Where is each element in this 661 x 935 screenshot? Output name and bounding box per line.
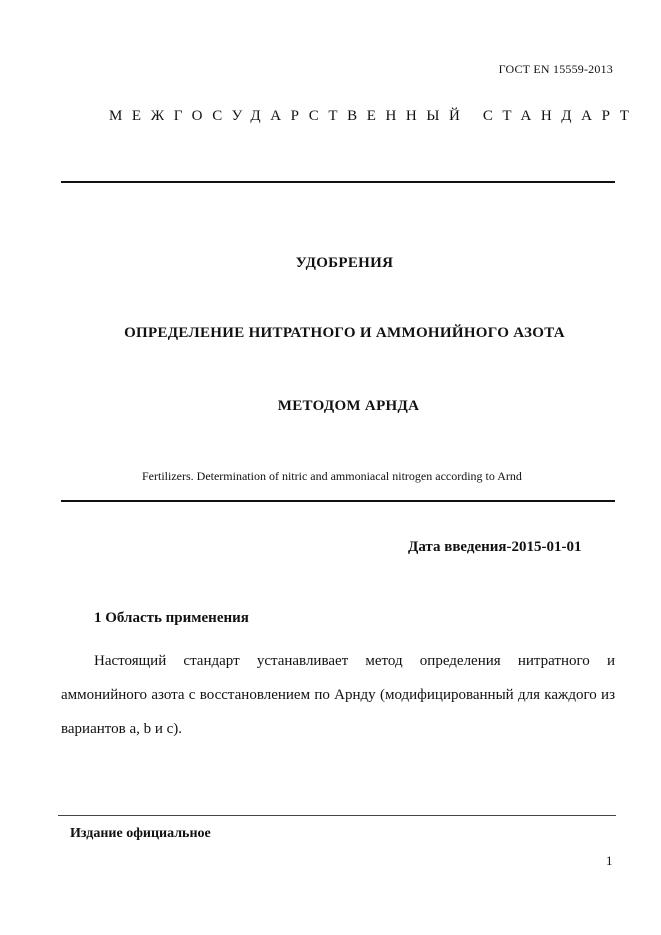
introduction-date: Дата введения-2015-01-01 (408, 539, 582, 555)
official-edition-label: Издание официальное (70, 826, 211, 841)
scope-paragraph: Настоящий стандарт устанавливает метод определения нитратного и аммонийного азота с восстановлением по Арнду (модифицированный для каждого из вариантов a, b и c). (61, 653, 615, 737)
title-line-1: УДОБРЕНИЯ (295, 255, 394, 271)
top-divider (61, 181, 615, 183)
page-number: 1 (606, 853, 613, 868)
gost-code: ГОСТ EN 15559-2013 (498, 62, 613, 76)
title-line-3: МЕТОДОМ АРНДА (277, 398, 420, 414)
english-title: Fertilizers. Determination of nitric and ammoniacal nitrogen according to Arnd (142, 469, 522, 483)
section-heading: 1 Область применения (94, 610, 249, 626)
standard-type-heading: МЕЖГОСУДАРСТВЕННЫЙ СТАНДАРТ (109, 108, 639, 124)
title-line-2: ОПРЕДЕЛЕНИЕ НИТРАТНОГО И АММОНИЙНОГО АЗОТА (124, 325, 565, 341)
title-divider (61, 500, 615, 502)
footer-divider (58, 815, 616, 816)
